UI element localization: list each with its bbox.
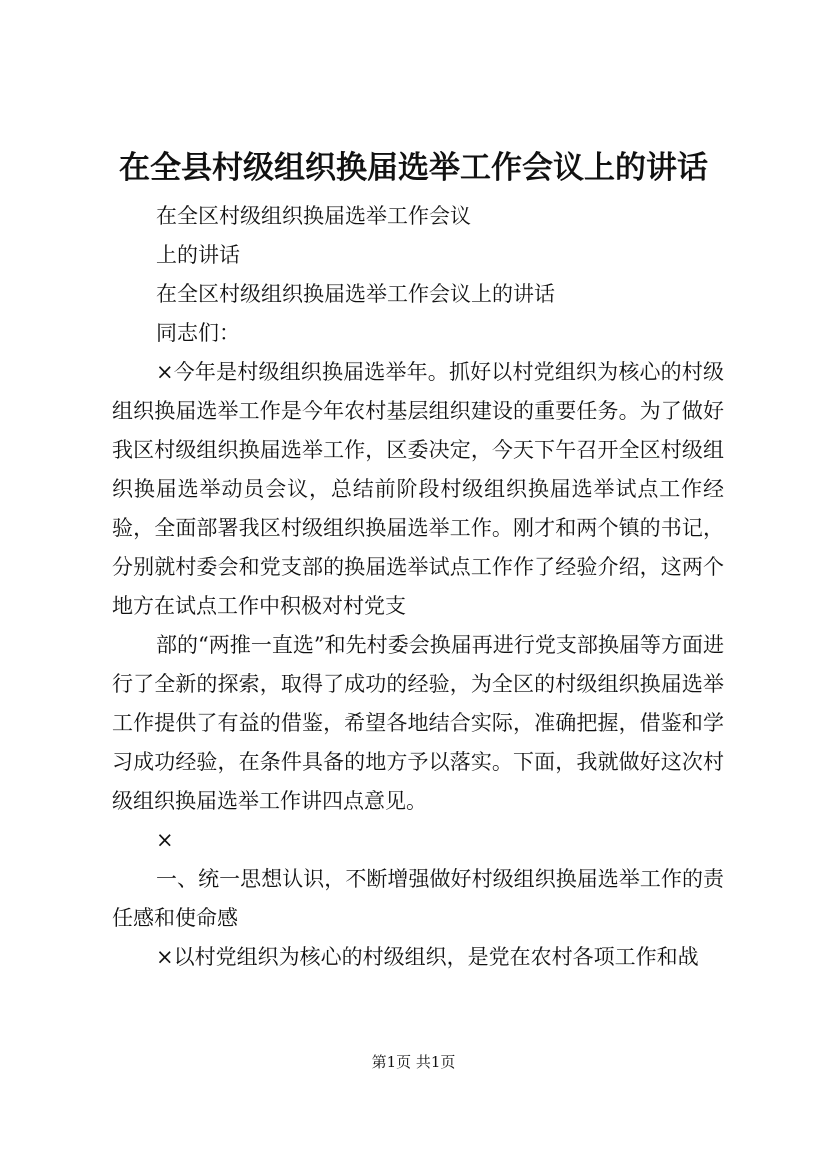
document-title: 在全县村级组织换届选举工作会议上的讲话 bbox=[119, 150, 708, 186]
paragraph-heading-repeat: 在全区村级组织换届选举工作会议上的讲话 bbox=[156, 282, 555, 306]
page-footer: 第1页 共1页 bbox=[371, 1053, 456, 1071]
paragraph-section-heading-1: 一、统一思想认识，不断增强做好村级组织换届选举工作的责任感和使命感 bbox=[112, 867, 724, 930]
paragraph-salutation: 同志们： bbox=[156, 321, 240, 345]
paragraph-section-1-body: ×以村党组织为核心的村级组织，是党在农村各项工作和战 bbox=[156, 945, 699, 969]
document-body bbox=[112, 197, 724, 977]
paragraph-subtitle-line-1: 在全区村级组织换届选举工作会议 bbox=[156, 204, 471, 228]
paragraph-subtitle-line-2: 上的讲话 bbox=[156, 243, 240, 267]
paragraph-experience: 部的“两推一直选”和先村委会换届再进行党支部换届等方面进行了全新的探索，取得了成功的经验，为全区的村级组织换届选举工作提供了有益的借鉴，希望各地结合实际，准确把握，借鉴和学习成功经验，在条件具备的地方予以落实。下面，我就做好这次村级组织换届选举工作讲四点意见。 bbox=[112, 633, 724, 813]
paragraph-marker: × bbox=[156, 828, 174, 852]
paragraph-intro: ×今年是村级组织换届选举年。抓好以村党组织为核心的村级组织换届选举工作是今年农村基层组织建设的重要任务。为了做好我区村级组织换届选举工作，区委决定，今天下午召开全区村级组织换届选举动员会议，总结前阶段村级组织换届选举试点工作经验，全面部署我区村级组织换届选举工作。刚才和两个镇的书记，分别就村委会和党支部的换届选举试点工作作了经验介绍，这两个地方在试点工作中积极对村党支 bbox=[112, 360, 724, 618]
